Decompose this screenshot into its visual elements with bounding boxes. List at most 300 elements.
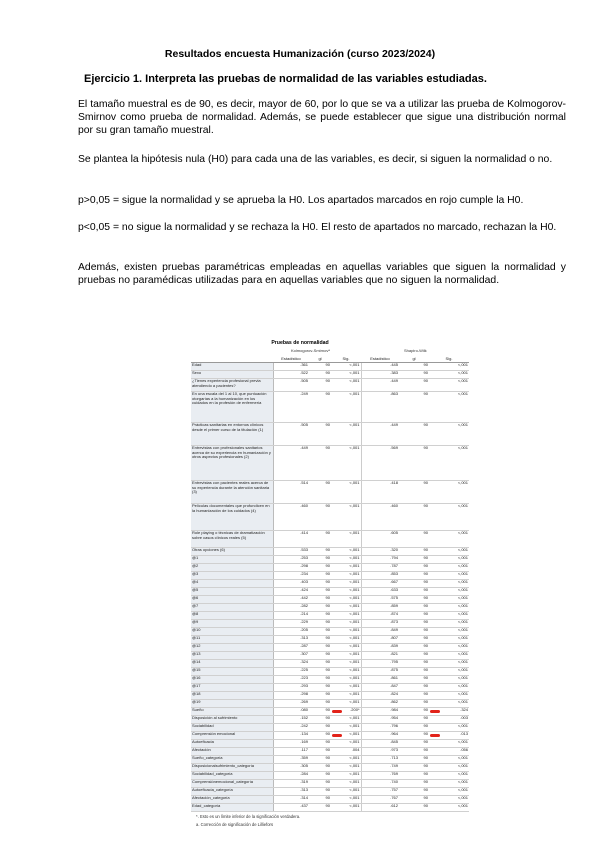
table-cell: <,001 xyxy=(429,556,469,564)
red-highlight-mark xyxy=(332,734,342,737)
table-cell: .424 xyxy=(273,588,309,596)
table-cell: .134 xyxy=(273,732,309,740)
table-cell: 90 xyxy=(399,531,429,548)
paragraph-sample-size: El tamaño muestral es de 90, es decir, mayor de 60, por lo que se va a utilizar las prueba de Kolmogorov-Smirnov como prueba de normalidad. Además, se puede establecer que sigue una distribución normal por su gran tamaño muestral. xyxy=(78,99,566,137)
table-cell: .845 xyxy=(361,740,399,748)
table-cell: <,001 xyxy=(429,780,469,788)
table-cell: <,001 xyxy=(331,481,361,504)
table-cell: 90 xyxy=(309,676,331,684)
table-cell: .359 xyxy=(273,756,309,764)
table-cell: 90 xyxy=(309,379,331,392)
table-cell: 90 xyxy=(399,748,429,756)
table-cell: .612 xyxy=(361,804,399,812)
table-cell: 90 xyxy=(399,588,429,596)
table-cell: .242 xyxy=(273,724,309,732)
table-cell: 90 xyxy=(309,596,331,604)
table-cell: .284 xyxy=(273,772,309,780)
table-cell: .514 xyxy=(273,481,309,504)
table-row xyxy=(191,481,469,504)
table-cell: <,001 xyxy=(429,596,469,604)
table-row xyxy=(191,804,469,812)
table-cell: 90 xyxy=(309,804,331,812)
table-cell: 90 xyxy=(309,548,331,556)
table-cell: .305 xyxy=(273,764,309,772)
table-cell: <,001 xyxy=(331,740,361,748)
table-cell: 90 xyxy=(309,788,331,796)
row-label: Edad_categoría xyxy=(191,804,273,812)
table-cell: <,001 xyxy=(331,684,361,692)
table-cell: .605 xyxy=(361,531,399,548)
table-cell: <,001 xyxy=(331,556,361,564)
table-cell: .713 xyxy=(361,756,399,764)
table-cell: 90 xyxy=(399,804,429,812)
row-label: @2 xyxy=(191,564,273,572)
table-cell: .418 xyxy=(361,481,399,504)
row-label: @13 xyxy=(191,652,273,660)
table-row xyxy=(191,504,469,531)
table-cell: 90 xyxy=(399,612,429,620)
table-cell: 90 xyxy=(309,371,331,379)
row-label: Comprensión emocional xyxy=(191,732,273,740)
table-row xyxy=(191,446,469,481)
table-cell: 90 xyxy=(399,708,429,716)
table-cell: 90 xyxy=(399,756,429,764)
table-cell: 90 xyxy=(399,724,429,732)
table-cell: <,001 xyxy=(331,531,361,548)
table-cell: <,001 xyxy=(331,724,361,732)
row-label: Afectación xyxy=(191,748,273,756)
table-cell: <,001 xyxy=(331,716,361,724)
table-cell: 90 xyxy=(399,548,429,556)
table-cell: <,001 xyxy=(429,580,469,588)
table-cell: <,001 xyxy=(429,740,469,748)
col-header: gl xyxy=(309,355,331,363)
table-cell: 90 xyxy=(399,732,429,740)
red-highlight-mark xyxy=(430,734,440,737)
table-cell: .863 xyxy=(361,392,399,423)
table-cell: .460 xyxy=(273,504,309,531)
table-cell: .505 xyxy=(273,379,309,392)
paragraph-tests: Además, existen pruebas paramétricas empleadas en aquellas variables que siguen la normalidad y pruebas no paramédicas utilizadas para en aquellas variables que no siguen la normalidad. xyxy=(78,262,566,287)
row-label: Otras opciones (6) xyxy=(191,548,273,556)
table-cell: 90 xyxy=(309,756,331,764)
table-cell: .003 xyxy=(429,716,469,724)
row-label: @10 xyxy=(191,628,273,636)
normality-table xyxy=(191,355,469,812)
table-cell: 90 xyxy=(309,604,331,612)
table-cell: 90 xyxy=(399,481,429,504)
table-cell: <,001 xyxy=(331,804,361,812)
table-cell: .214 xyxy=(273,612,309,620)
footnote-lilliefors: a. Corrección de significación de Lilliefors xyxy=(196,822,274,827)
table-cell: <,001 xyxy=(331,732,361,740)
table-cell: 90 xyxy=(399,446,429,481)
table-cell: .223 xyxy=(273,676,309,684)
document-title: Resultados encuesta Humanización (curso 2023/2024) xyxy=(164,48,436,60)
table-cell: 90 xyxy=(309,700,331,708)
table-cell: .298 xyxy=(273,564,309,572)
table-cell: 90 xyxy=(309,692,331,700)
table-cell: <,001 xyxy=(429,504,469,531)
row-label: @1 xyxy=(191,556,273,564)
table-cell: .307 xyxy=(273,652,309,660)
row-label: Edad xyxy=(191,363,273,371)
table-cell: .298 xyxy=(273,692,309,700)
table-cell: .757 xyxy=(361,788,399,796)
table-cell: <,001 xyxy=(331,772,361,780)
table-cell: .522 xyxy=(273,371,309,379)
table-cell: <,001 xyxy=(429,660,469,668)
table-cell: 90 xyxy=(399,676,429,684)
row-label: @8 xyxy=(191,612,273,620)
table-cell: 90 xyxy=(309,668,331,676)
table-cell: <,001 xyxy=(331,676,361,684)
table-cell: <,001 xyxy=(331,660,361,668)
table-cell: 90 xyxy=(399,580,429,588)
table-group-header xyxy=(191,348,469,355)
table-cell: 90 xyxy=(399,371,429,379)
table-cell: 90 xyxy=(309,588,331,596)
table-cell: 90 xyxy=(309,764,331,772)
row-label: @14 xyxy=(191,660,273,668)
table-cell: .449 xyxy=(361,379,399,392)
table-cell: <,001 xyxy=(429,644,469,652)
row-label: Autoeficacia_categoría xyxy=(191,788,273,796)
table-cell: 90 xyxy=(399,636,429,644)
table-cell: <,001 xyxy=(331,604,361,612)
row-label: Role playing o técnicas de dramatización sobre casos clínicos reales (5) xyxy=(191,531,273,548)
col-header: Sig. xyxy=(331,355,361,363)
table-cell: <,001 xyxy=(429,363,469,371)
table-cell: 90 xyxy=(309,504,331,531)
table-cell: <,001 xyxy=(331,628,361,636)
table-cell: <,001 xyxy=(331,504,361,531)
table-cell: .787 xyxy=(361,564,399,572)
table-cell: 90 xyxy=(399,772,429,780)
table-cell: <,001 xyxy=(331,572,361,580)
table-cell: .253 xyxy=(273,556,309,564)
table-cell: 90 xyxy=(309,531,331,548)
table-cell: 90 xyxy=(399,796,429,804)
row-label: Disposicionalsufrimiento_categoría xyxy=(191,764,273,772)
table-cell: <,001 xyxy=(331,692,361,700)
table-cell: 90 xyxy=(399,700,429,708)
table-cell: 90 xyxy=(399,620,429,628)
table-cell: .200* xyxy=(331,708,361,716)
row-label: @19 xyxy=(191,700,273,708)
table-cell: <,001 xyxy=(429,564,469,572)
row-label: @18 xyxy=(191,692,273,700)
table-cell: .853 xyxy=(361,572,399,580)
table-cell: <,001 xyxy=(429,620,469,628)
table-cell: <,001 xyxy=(331,548,361,556)
row-label: Sociabilidad_categoría xyxy=(191,772,273,780)
table-cell: .287 xyxy=(273,644,309,652)
table-cell: <,001 xyxy=(429,371,469,379)
table-cell: 90 xyxy=(309,732,331,740)
table-cell: .152 xyxy=(273,716,309,724)
table-cell: .849 xyxy=(361,628,399,636)
table-cell: <,001 xyxy=(331,612,361,620)
table-cell: <,001 xyxy=(331,423,361,446)
table-cell: .080 xyxy=(273,708,309,716)
table-cell: .249 xyxy=(273,392,309,423)
table-cell: <,001 xyxy=(429,379,469,392)
table-cell: 90 xyxy=(309,612,331,620)
table-cell: .954 xyxy=(361,716,399,724)
row-label: @7 xyxy=(191,604,273,612)
table-cell: .795 xyxy=(361,660,399,668)
table-cell: 90 xyxy=(309,363,331,371)
table-cell: .667 xyxy=(361,580,399,588)
paragraph-p-greater: p>0,05 = sigue la normalidad y se aprueba la H0. Los apartados marcados en rojo cumple la H0. xyxy=(78,195,524,206)
table-cell: 90 xyxy=(399,764,429,772)
table-cell: .437 xyxy=(273,804,309,812)
table-cell: .383 xyxy=(361,371,399,379)
table-cell: .324 xyxy=(273,660,309,668)
col-header: Estadístico xyxy=(361,355,399,363)
table-cell: 90 xyxy=(309,796,331,804)
row-label: Sexo xyxy=(191,371,273,379)
table-cell: 90 xyxy=(309,748,331,756)
table-cell: 90 xyxy=(399,392,429,423)
table-cell: 90 xyxy=(399,596,429,604)
table-cell: .794 xyxy=(361,556,399,564)
table-cell: 90 xyxy=(399,684,429,692)
table-cell: .313 xyxy=(273,788,309,796)
table-cell: 90 xyxy=(309,652,331,660)
table-cell: <,001 xyxy=(331,636,361,644)
table-cell: <,001 xyxy=(429,724,469,732)
table-cell: 90 xyxy=(309,556,331,564)
row-label: ¿Tienes experiencia profesional previa atendiendo a pacientes? xyxy=(191,379,273,392)
table-cell: <,001 xyxy=(331,644,361,652)
table-cell: .403 xyxy=(273,580,309,588)
table-cell: <,001 xyxy=(429,612,469,620)
table-cell: .117 xyxy=(273,748,309,756)
table-cell: .449 xyxy=(273,446,309,481)
table-cell: 90 xyxy=(309,580,331,588)
paragraph-hypothesis: Se plantea la hipótesis nula (H0) para cada una de las variables, es decir, si siguen la normalidad o no. xyxy=(78,154,553,165)
table-cell: <,001 xyxy=(331,796,361,804)
table-cell: .839 xyxy=(361,644,399,652)
table-cell: 90 xyxy=(309,740,331,748)
table-cell: 90 xyxy=(309,572,331,580)
table-cell: .314 xyxy=(273,796,309,804)
table-cell: .324 xyxy=(429,708,469,716)
table-cell: 90 xyxy=(399,652,429,660)
table-cell: <,001 xyxy=(429,692,469,700)
table-cell: <,001 xyxy=(429,684,469,692)
table-cell: <,001 xyxy=(331,564,361,572)
ks-group-header: Kolmogorov-Smirnovᵃ xyxy=(291,348,330,353)
table-cell: .505 xyxy=(273,423,309,446)
table-cell: 90 xyxy=(309,684,331,692)
table-cell: <,001 xyxy=(429,788,469,796)
table-cell: .862 xyxy=(361,700,399,708)
footnote-lower-bound: *. Esto es un límite inferior de la significación verdadera. xyxy=(196,814,301,819)
table-cell: <,001 xyxy=(429,700,469,708)
corner-header xyxy=(191,355,273,363)
table-cell: <,001 xyxy=(331,446,361,481)
table-cell: 90 xyxy=(309,636,331,644)
table-cell: .767 xyxy=(361,796,399,804)
table-cell: 90 xyxy=(399,788,429,796)
table-cell: .984 xyxy=(361,708,399,716)
table-cell: .740 xyxy=(361,780,399,788)
table-cell: .964 xyxy=(361,732,399,740)
table-cell: 90 xyxy=(309,620,331,628)
table-cell: .056 xyxy=(429,748,469,756)
table-cell: <,001 xyxy=(429,588,469,596)
table-cell: .633 xyxy=(361,588,399,596)
table-cell: 90 xyxy=(399,628,429,636)
table-cell: .319 xyxy=(273,780,309,788)
table-cell: 90 xyxy=(309,780,331,788)
table-cell: .769 xyxy=(361,772,399,780)
table-cell: <,001 xyxy=(429,423,469,446)
row-label: @16 xyxy=(191,676,273,684)
table-cell: 90 xyxy=(309,716,331,724)
normality-table-title: Pruebas de normalidad xyxy=(271,340,329,346)
col-header: gl xyxy=(399,355,429,363)
table-cell: .821 xyxy=(361,652,399,660)
table-cell: <,001 xyxy=(429,392,469,423)
table-cell: <,001 xyxy=(331,764,361,772)
table-cell: <,001 xyxy=(429,481,469,504)
row-label: @11 xyxy=(191,636,273,644)
table-cell: .569 xyxy=(361,446,399,481)
table-cell: .169 xyxy=(273,740,309,748)
table-cell: .013 xyxy=(429,732,469,740)
row-label: Autoeficacia xyxy=(191,740,273,748)
table-cell: 90 xyxy=(399,504,429,531)
table-cell: .229 xyxy=(273,620,309,628)
table-cell: 90 xyxy=(399,692,429,700)
table-cell: 90 xyxy=(309,772,331,780)
col-header: Sig. xyxy=(429,355,469,363)
table-cell: 90 xyxy=(309,481,331,504)
row-label: Sueño xyxy=(191,708,273,716)
red-highlight-mark xyxy=(332,710,342,713)
table-cell: .269 xyxy=(273,700,309,708)
table-cell: <,001 xyxy=(429,796,469,804)
table-cell: <,001 xyxy=(331,652,361,660)
table-cell: 90 xyxy=(309,660,331,668)
table-cell: <,001 xyxy=(429,764,469,772)
table-cell: .282 xyxy=(273,604,309,612)
table-cell: .414 xyxy=(273,531,309,548)
table-cell: <,001 xyxy=(331,700,361,708)
table-cell: <,001 xyxy=(429,668,469,676)
table-row xyxy=(191,392,469,423)
row-label: Prácticas sanitarias en entornos clínicos desde el primer curso de la titulación (1) xyxy=(191,423,273,446)
row-label: @4 xyxy=(191,580,273,588)
red-highlight-mark xyxy=(430,710,440,713)
row-label: Sueño_categoría xyxy=(191,756,273,764)
table-cell: .449 xyxy=(361,423,399,446)
table-cell: <,001 xyxy=(429,652,469,660)
table-cell: <,001 xyxy=(331,788,361,796)
table-row xyxy=(191,379,469,392)
sw-group-header: Shapiro-Wilk xyxy=(404,348,427,353)
table-cell: .873 xyxy=(361,620,399,628)
table-cell: .749 xyxy=(361,764,399,772)
table-cell: <,001 xyxy=(331,756,361,764)
table-cell: <,001 xyxy=(429,676,469,684)
table-cell: <,001 xyxy=(429,446,469,481)
table-cell: 90 xyxy=(399,780,429,788)
table-cell: <,001 xyxy=(429,531,469,548)
table-cell: 90 xyxy=(309,724,331,732)
table-cell: <,001 xyxy=(331,620,361,628)
table-cell: .575 xyxy=(361,596,399,604)
table-cell: 90 xyxy=(399,556,429,564)
table-cell: <,001 xyxy=(331,363,361,371)
table-cell: 90 xyxy=(399,379,429,392)
table-cell: .973 xyxy=(361,748,399,756)
table-cell: 90 xyxy=(309,446,331,481)
row-label: @3 xyxy=(191,572,273,580)
table-cell: .859 xyxy=(361,604,399,612)
table-cell: 90 xyxy=(399,423,429,446)
row-label: Comprensiónemocional_categoría xyxy=(191,780,273,788)
table-cell: <,001 xyxy=(331,588,361,596)
row-label: Disposición al sufrimiento xyxy=(191,716,273,724)
row-label: Películas documentales que profundicen en la humanización de los cuidados (4) xyxy=(191,504,273,531)
table-cell: .460 xyxy=(361,504,399,531)
table-cell: <,001 xyxy=(331,580,361,588)
table-cell: 90 xyxy=(399,604,429,612)
table-cell: .445 xyxy=(361,363,399,371)
col-header: Estadístico xyxy=(273,355,309,363)
table-cell: <,001 xyxy=(331,668,361,676)
table-cell: <,001 xyxy=(429,772,469,780)
table-cell: <,001 xyxy=(429,636,469,644)
table-cell: 90 xyxy=(399,564,429,572)
table-cell: <,001 xyxy=(331,371,361,379)
table-cell: 90 xyxy=(309,628,331,636)
table-cell: .874 xyxy=(361,612,399,620)
table-cell: 90 xyxy=(309,708,331,716)
table-cell: .796 xyxy=(361,724,399,732)
table-cell: <,001 xyxy=(331,392,361,423)
table-cell: <,001 xyxy=(429,572,469,580)
table-cell: .320 xyxy=(361,548,399,556)
table-cell: .875 xyxy=(361,668,399,676)
table-cell: .293 xyxy=(273,684,309,692)
table-cell: 90 xyxy=(399,644,429,652)
table-cell: <,001 xyxy=(331,379,361,392)
table-cell: .361 xyxy=(273,363,309,371)
table-cell: <,001 xyxy=(429,804,469,812)
row-label: Afectación_categoría xyxy=(191,796,273,804)
table-cell: .225 xyxy=(273,668,309,676)
table-cell: .205 xyxy=(273,628,309,636)
row-label: @5 xyxy=(191,588,273,596)
table-cell: <,001 xyxy=(429,628,469,636)
paragraph-p-less: p<0,05 = no sigue la normalidad y se rechaza la H0. El resto de apartados no marcado, rechazan la H0. xyxy=(78,222,557,233)
table-cell: 90 xyxy=(399,660,429,668)
table-cell: 90 xyxy=(399,740,429,748)
table-cell: .313 xyxy=(273,636,309,644)
row-label: @17 xyxy=(191,684,273,692)
table-cell: <,001 xyxy=(429,756,469,764)
table-cell: 90 xyxy=(309,423,331,446)
table-row xyxy=(191,423,469,446)
table-cell: <,001 xyxy=(331,596,361,604)
row-label: @12 xyxy=(191,644,273,652)
